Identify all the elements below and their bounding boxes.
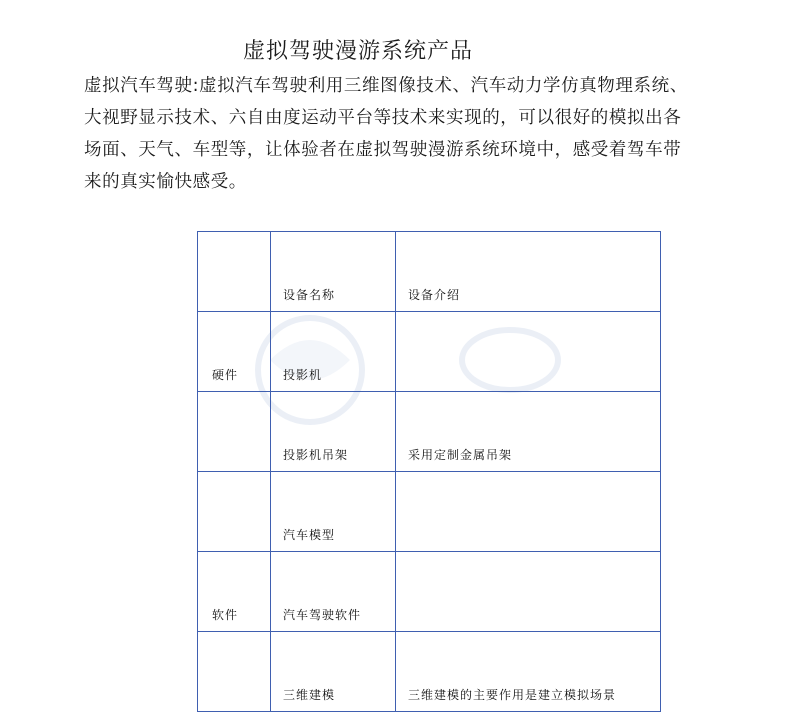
table-header-description: 设备介绍 — [396, 232, 661, 312]
table-cell-category — [198, 392, 271, 472]
intro-line: 虚拟汽车驾驶:虚拟汽车驾驶利用三维图像技术、汽车动力学仿真物理系统、 — [84, 76, 688, 96]
table-row — [198, 312, 661, 392]
table-cell-category — [198, 472, 271, 552]
table-row — [198, 632, 661, 712]
table-cell-description — [396, 312, 661, 392]
table-cell-description: 采用定制金属吊架 — [396, 392, 661, 472]
table-cell-device: 投影机 — [271, 312, 396, 392]
table-cell-category: 硬件 — [198, 312, 271, 392]
table-cell-category — [198, 632, 271, 712]
table-cell-device: 投影机吊架 — [271, 392, 396, 472]
table-cell-description — [396, 472, 661, 552]
intro-paragraph — [84, 70, 744, 198]
table-cell-device: 三维建模 — [271, 632, 396, 712]
table-cell — [198, 232, 271, 312]
table-cell-category: 软件 — [198, 552, 271, 632]
table-row — [198, 392, 661, 472]
table-cell-device: 汽车模型 — [271, 472, 396, 552]
table-header-row — [198, 232, 661, 312]
table-cell-description: 三维建模的主要作用是建立模拟场景 — [396, 632, 661, 712]
table-header-name: 设备名称 — [271, 232, 396, 312]
table-row — [198, 472, 661, 552]
table-row — [198, 552, 661, 632]
intro-line: 来的真实愉快感受。 — [84, 172, 247, 192]
document-title: 虚拟驾驶漫游系统产品 — [243, 39, 474, 64]
intro-line: 大视野显示技术、六自由度运动平台等技术来实现的，可以很好的模拟出各 — [84, 108, 682, 128]
equipment-table — [197, 231, 661, 712]
table-cell-device: 汽车驾驶软件 — [271, 552, 396, 632]
table-cell-description — [396, 552, 661, 632]
intro-line: 场面、天气、车型等，让体验者在虚拟驾驶漫游系统环境中，感受着驾车带 — [84, 140, 682, 160]
